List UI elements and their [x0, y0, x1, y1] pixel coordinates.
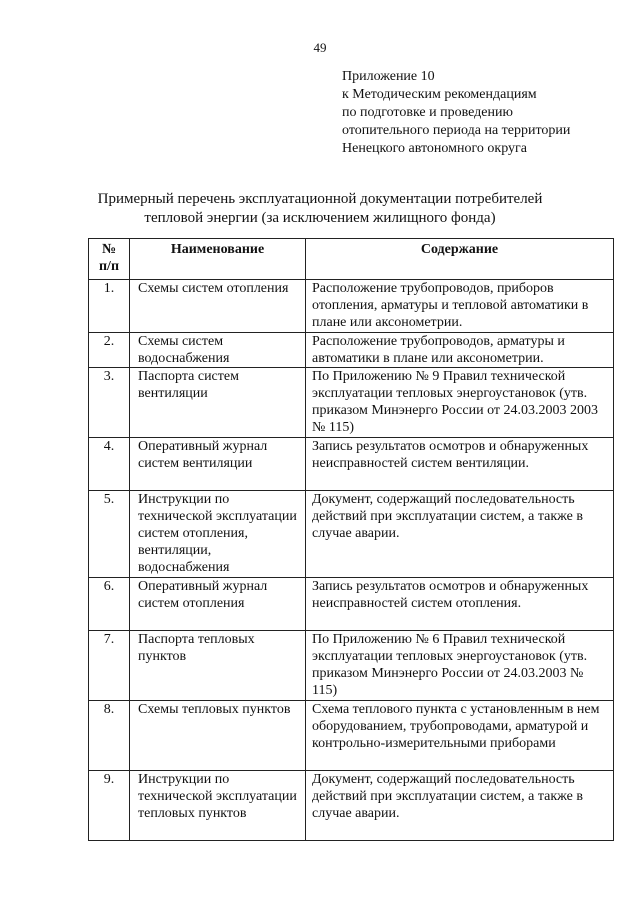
row-name: Инструкции по технической эксплуатации тепловых пунктов — [130, 771, 306, 841]
row-name: Схемы систем водоснабжения — [130, 333, 306, 368]
row-name: Оперативный журнал систем отопления — [130, 578, 306, 631]
row-name: Паспорта тепловых пунктов — [130, 631, 306, 701]
row-content: Документ, содержащий последовательность действий при эксплуатации систем, а также в случае аварии. — [306, 771, 614, 841]
row-number: 8. — [89, 701, 130, 771]
document-title-line: Примерный перечень эксплуатационной документации потребителей — [97, 191, 543, 207]
row-content: Расположение трубопроводов, арматуры и автоматики в плане или аксонометрии. — [306, 333, 614, 368]
row-number: 4. — [89, 438, 130, 491]
row-number: 1. — [89, 280, 130, 333]
appendix-line: Ненецкого автономного округа — [342, 141, 527, 156]
row-content: Документ, содержащий последовательность действий при эксплуатации систем, а также в случае аварии. — [306, 491, 614, 578]
row-number: 9. — [89, 771, 130, 841]
table-row — [89, 438, 614, 491]
table-row — [89, 578, 614, 631]
row-name: Оперативный журнал систем вентиляции — [130, 438, 306, 491]
column-header-content: Содержание — [306, 239, 614, 280]
row-content: Схема теплового пункта с установленным в нем оборудованием, трубопроводами, арматурой и контрольно-измерительными приборами — [306, 701, 614, 771]
row-name: Схемы систем отопления — [130, 280, 306, 333]
documentation-table — [88, 238, 614, 841]
row-content: По Приложению № 9 Правил технической эксплуатации тепловых энергоустановок (утв. приказом Минэнерго России от 24.03.2003 2003 № 115) — [306, 368, 614, 438]
table-header-row — [89, 239, 614, 280]
appendix-line: по подготовке и проведению — [342, 105, 513, 120]
appendix-header — [342, 68, 570, 158]
column-header-number-line1: № — [101, 242, 117, 257]
appendix-line: отопительного периода на территории — [342, 123, 571, 138]
row-content: Запись результатов осмотров и обнаруженных неисправностей систем отопления. — [306, 578, 614, 631]
column-header-name: Наименование — [130, 239, 306, 280]
row-content: Расположение трубопроводов, приборов отопления, арматуры и тепловой автоматики в плане или аксонометрии. — [306, 280, 614, 333]
document-title — [0, 190, 640, 228]
column-header-number-line2: п/п — [98, 259, 120, 274]
row-name: Инструкции по технической эксплуатации систем отопления, вентиляции, водоснабжения — [130, 491, 306, 578]
table-row — [89, 701, 614, 771]
row-content: По Приложению № 6 Правил технической эксплуатации тепловых энергоустановок (утв. приказом Минэнерго России от 24.03.2003 № 115) — [306, 631, 614, 701]
row-number: 7. — [89, 631, 130, 701]
table-row — [89, 631, 614, 701]
row-content: Запись результатов осмотров и обнаруженных неисправностей систем вентиляции. — [306, 438, 614, 491]
row-number: 5. — [89, 491, 130, 578]
row-number: 2. — [89, 333, 130, 368]
appendix-line: Приложение 10 — [342, 69, 435, 84]
page-number: 49 — [313, 40, 327, 55]
table-row — [89, 280, 614, 333]
row-number: 6. — [89, 578, 130, 631]
row-name: Схемы тепловых пунктов — [130, 701, 306, 771]
row-name: Паспорта систем вентиляции — [130, 368, 306, 438]
appendix-line: к Методическим рекомендациям — [342, 87, 537, 102]
column-header-number — [89, 239, 130, 280]
table-row — [89, 771, 614, 841]
document-title-line: тепловой энергии (за исключением жилищного фонда) — [144, 210, 496, 226]
table-row — [89, 491, 614, 578]
row-number: 3. — [89, 368, 130, 438]
table-row — [89, 333, 614, 368]
table-row — [89, 368, 614, 438]
